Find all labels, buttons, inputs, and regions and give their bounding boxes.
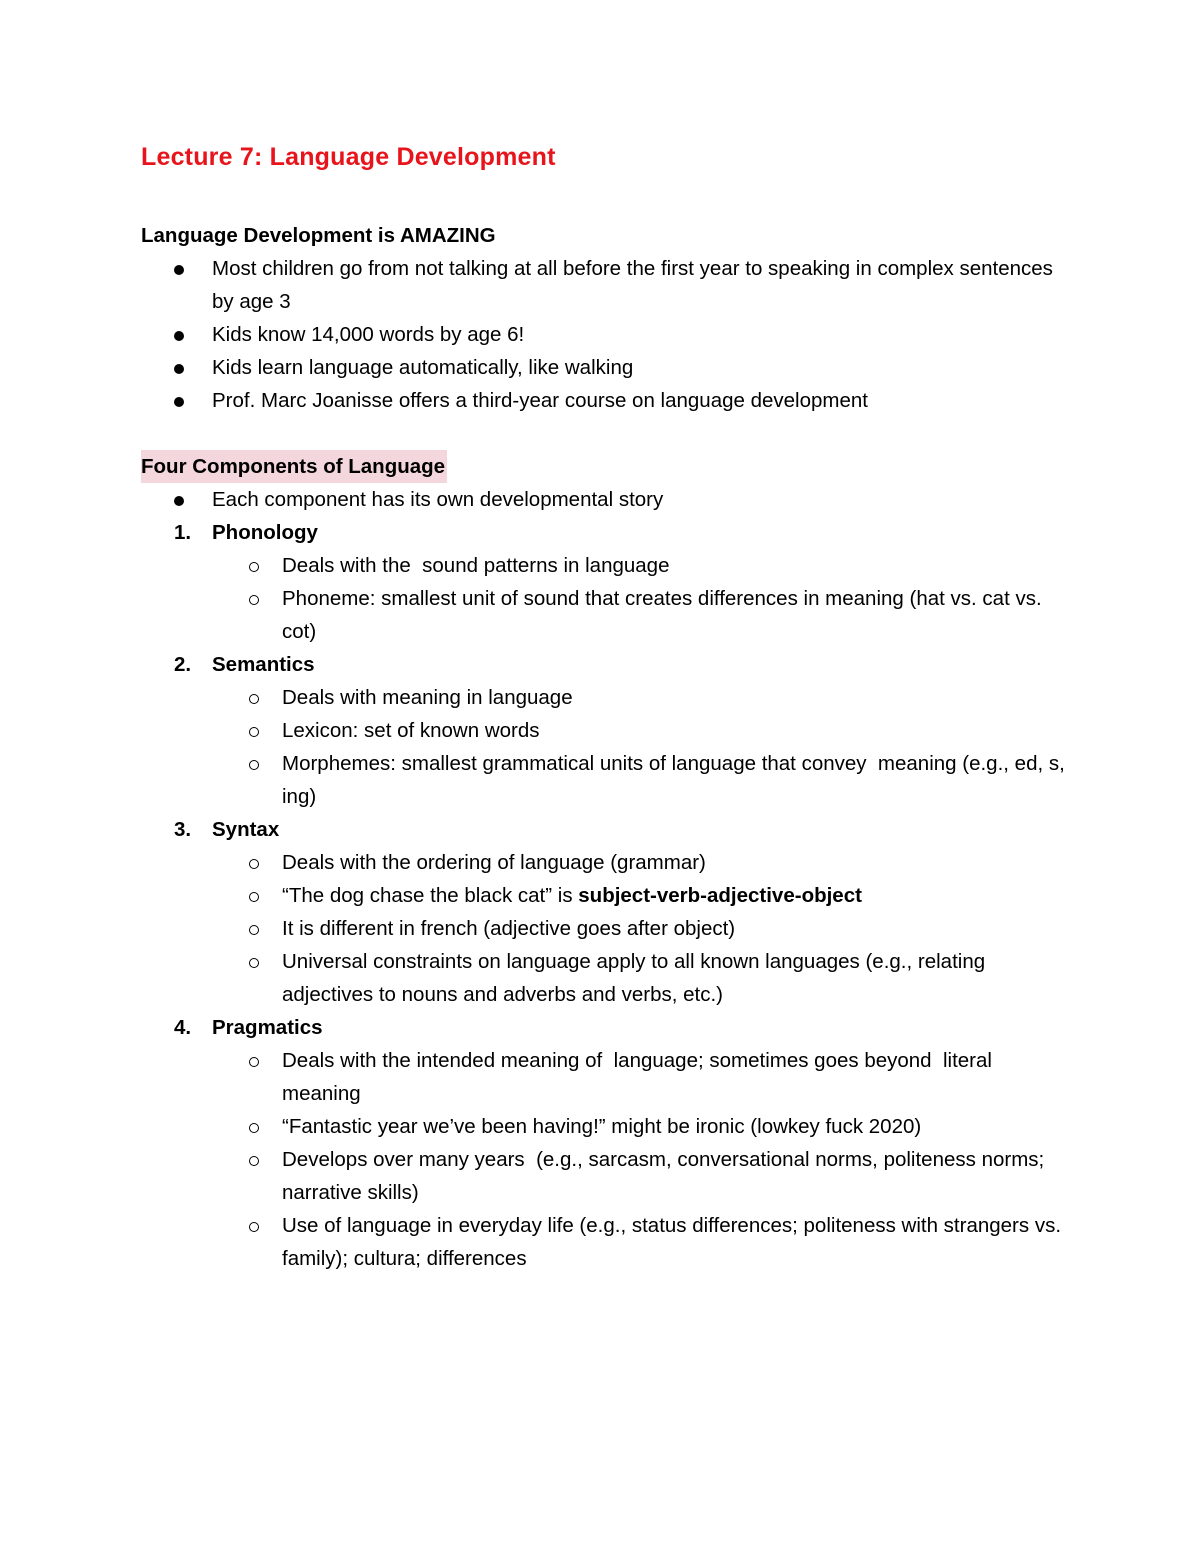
sub-list-item: Universal constraints on language apply to all known languages (e.g., relating adjectives to nouns and adverbs and verbs, etc.) xyxy=(141,945,1071,1011)
component-semantics xyxy=(141,648,1071,681)
sub-list-item: Use of language in everyday life (e.g., status differences; politeness with strangers vs. family); cultura; differences xyxy=(141,1209,1071,1275)
circle-bullet-icon xyxy=(249,582,259,615)
component-phonology xyxy=(141,516,1071,549)
section-heading-components xyxy=(141,450,1071,483)
bold-term: subject-verb-adjective-object xyxy=(578,884,862,907)
sub-list-item: Lexicon: set of known words xyxy=(141,714,1071,747)
circle-bullet-icon xyxy=(249,1110,259,1143)
circle-bullet-icon xyxy=(249,1209,259,1242)
bullet-icon xyxy=(174,252,204,285)
component-syntax xyxy=(141,813,1071,846)
sub-list-item: “Fantastic year we’ve been having!” might be ironic (lowkey fuck 2020) xyxy=(141,1110,1071,1143)
sub-list-item: Morphemes: smallest grammatical units of language that convey meaning (e.g., ed, s, ing) xyxy=(141,747,1071,813)
section-heading-amazing: Language Development is AMAZING xyxy=(141,224,496,247)
sub-list-item: Phoneme: smallest unit of sound that creates differences in meaning (hat vs. cat vs. cot) xyxy=(141,582,1071,648)
circle-bullet-icon xyxy=(249,846,259,879)
sub-list-item: Develops over many years (e.g., sarcasm, conversational norms, politeness norms; narrative skills) xyxy=(141,1143,1071,1209)
bullet-icon xyxy=(174,318,204,351)
circle-bullet-icon xyxy=(249,1143,259,1176)
circle-bullet-icon xyxy=(249,879,259,912)
circle-bullet-icon xyxy=(249,549,259,582)
list-item: Each component has its own developmental story xyxy=(141,483,1071,516)
bullet-icon xyxy=(174,351,204,384)
notes-body xyxy=(141,219,1071,1275)
sub-list-item: “The dog chase the black cat” is subject-verb-adjective-object xyxy=(141,879,1071,912)
list-item: Kids know 14,000 words by age 6! xyxy=(141,318,1071,351)
list-number: 1. xyxy=(174,521,192,544)
sub-list-item: Deals with the intended meaning of language; sometimes goes beyond literal meaning xyxy=(141,1044,1071,1110)
circle-bullet-icon xyxy=(249,714,259,747)
circle-bullet-icon xyxy=(249,681,259,714)
component-name: Semantics xyxy=(212,653,315,676)
list-item: Prof. Marc Joanisse offers a third-year course on language development xyxy=(141,384,1071,417)
list-item: Most children go from not talking at all before the first year to speaking in complex sentences by age 3 xyxy=(141,252,1071,318)
list-number: 3. xyxy=(174,818,192,841)
circle-bullet-icon xyxy=(249,1044,259,1077)
component-pragmatics xyxy=(141,1011,1071,1044)
sub-list-item: Deals with the sound patterns in language xyxy=(141,549,1071,582)
bullet-icon xyxy=(174,483,204,516)
circle-bullet-icon xyxy=(249,747,259,780)
bullet-icon xyxy=(174,384,204,417)
lecture-title: Lecture 7: Language Development xyxy=(141,143,556,171)
highlighted-heading: Four Components of Language xyxy=(141,450,447,483)
sub-list-item: Deals with meaning in language xyxy=(141,681,1071,714)
list-number: 4. xyxy=(174,1016,192,1039)
circle-bullet-icon xyxy=(249,912,259,945)
sub-list-item: It is different in french (adjective goes after object) xyxy=(141,912,1071,945)
sub-list-item: Deals with the ordering of language (grammar) xyxy=(141,846,1071,879)
list-item: Kids learn language automatically, like walking xyxy=(141,351,1071,384)
component-name: Phonology xyxy=(212,521,318,544)
list-number: 2. xyxy=(174,653,192,676)
component-name: Pragmatics xyxy=(212,1016,323,1039)
circle-bullet-icon xyxy=(249,945,259,978)
component-name: Syntax xyxy=(212,818,280,841)
